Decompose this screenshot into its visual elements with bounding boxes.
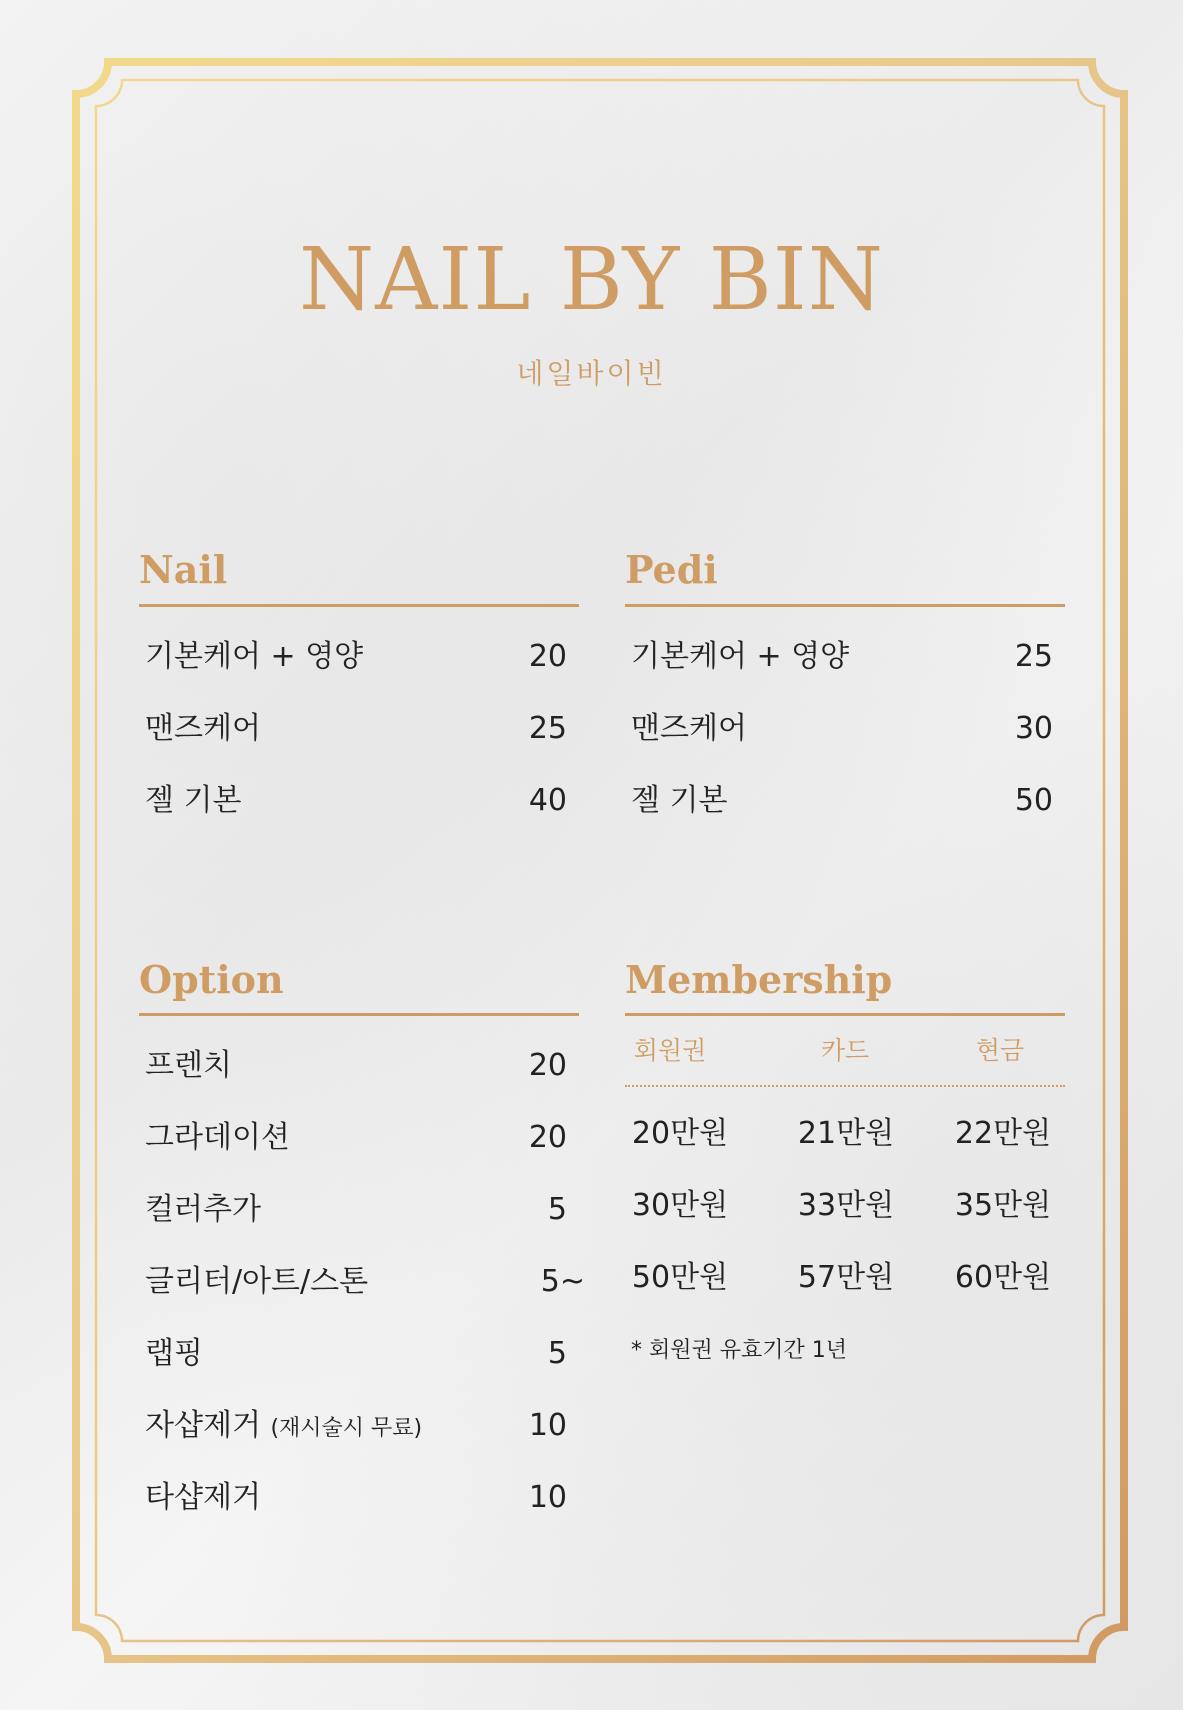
membership-dotted-divider bbox=[625, 1085, 1065, 1087]
pedi-item bbox=[631, 709, 1053, 749]
option-section-rule bbox=[139, 1013, 579, 1016]
pedi-item-price: 50 bbox=[1014, 783, 1053, 818]
membership-cell: 60만원 bbox=[954, 1260, 1052, 1295]
option-item-price: 10 bbox=[528, 1480, 567, 1515]
membership-cell: 21만원 bbox=[797, 1116, 895, 1151]
option-item-name: 자샵제거 (재시술시 무료) bbox=[145, 1408, 423, 1443]
pedi-section-title: Pedi bbox=[625, 547, 718, 592]
pedi-item-name: 젤 기본 bbox=[631, 783, 728, 818]
option-item-price: 10 bbox=[528, 1408, 567, 1443]
option-item-price: 5~ bbox=[540, 1264, 585, 1299]
option-item bbox=[145, 1190, 567, 1230]
membership-cell: 20만원 bbox=[631, 1116, 729, 1151]
nail-item-price: 20 bbox=[528, 639, 567, 674]
option-item bbox=[145, 1118, 567, 1158]
option-item bbox=[145, 1262, 585, 1302]
brand-subtitle: 네일바이빈 bbox=[516, 357, 667, 390]
pedi-item-price: 30 bbox=[1014, 711, 1053, 746]
option-item-price: 20 bbox=[528, 1048, 567, 1083]
membership-cell: 50만원 bbox=[631, 1260, 729, 1295]
membership-section-rule bbox=[625, 1013, 1065, 1016]
option-item-price: 5 bbox=[547, 1192, 567, 1227]
option-item-name: 타샵제거 bbox=[145, 1480, 261, 1515]
membership-header-pass: 회원권 bbox=[633, 1036, 707, 1065]
nail-item-price: 40 bbox=[528, 783, 567, 818]
membership-header-card: 카드 bbox=[820, 1036, 870, 1065]
option-section-title: Option bbox=[139, 957, 284, 1002]
option-item bbox=[145, 1406, 567, 1446]
option-item-name: 랩핑 bbox=[145, 1336, 203, 1371]
membership-section-title: Membership bbox=[625, 957, 893, 1002]
membership-cell: 35만원 bbox=[954, 1188, 1052, 1223]
pedi-section-rule bbox=[625, 604, 1065, 607]
nail-section-rule bbox=[139, 604, 579, 607]
brand-title: NAIL BY BIN bbox=[299, 230, 884, 330]
option-item-name: 글리터/아트/스톤 bbox=[145, 1264, 369, 1299]
nail-item-name: 젤 기본 bbox=[145, 783, 242, 818]
nail-item bbox=[145, 637, 567, 677]
option-item-price: 20 bbox=[528, 1120, 567, 1155]
pedi-item-price: 25 bbox=[1014, 639, 1053, 674]
membership-footnote: * 회원권 유효기간 1년 bbox=[631, 1338, 847, 1363]
membership-cell: 57만원 bbox=[797, 1260, 895, 1295]
membership-cell: 33만원 bbox=[797, 1188, 895, 1223]
membership-cell: 22만원 bbox=[954, 1116, 1052, 1151]
pedi-item bbox=[631, 637, 1053, 677]
option-item bbox=[145, 1046, 567, 1086]
option-item-price: 5 bbox=[547, 1336, 567, 1371]
pedi-item-name: 기본케어 + 영양 bbox=[631, 639, 850, 674]
pedi-item-name: 맨즈케어 bbox=[631, 711, 747, 746]
nail-item-price: 25 bbox=[528, 711, 567, 746]
nail-item-name: 기본케어 + 영양 bbox=[145, 639, 364, 674]
option-item-name: 프렌치 bbox=[145, 1048, 232, 1083]
nail-item-name: 맨즈케어 bbox=[145, 711, 261, 746]
option-item-name: 그라데이션 bbox=[145, 1120, 290, 1155]
membership-cell: 30만원 bbox=[631, 1188, 729, 1223]
nail-item bbox=[145, 709, 567, 749]
membership-header-cash: 현금 bbox=[975, 1036, 1025, 1065]
option-item bbox=[145, 1478, 567, 1518]
nail-item bbox=[145, 781, 567, 821]
nail-section-title: Nail bbox=[139, 547, 228, 592]
option-item-name: 컬러추가 bbox=[145, 1192, 261, 1227]
option-item bbox=[145, 1334, 567, 1374]
pedi-item bbox=[631, 781, 1053, 821]
